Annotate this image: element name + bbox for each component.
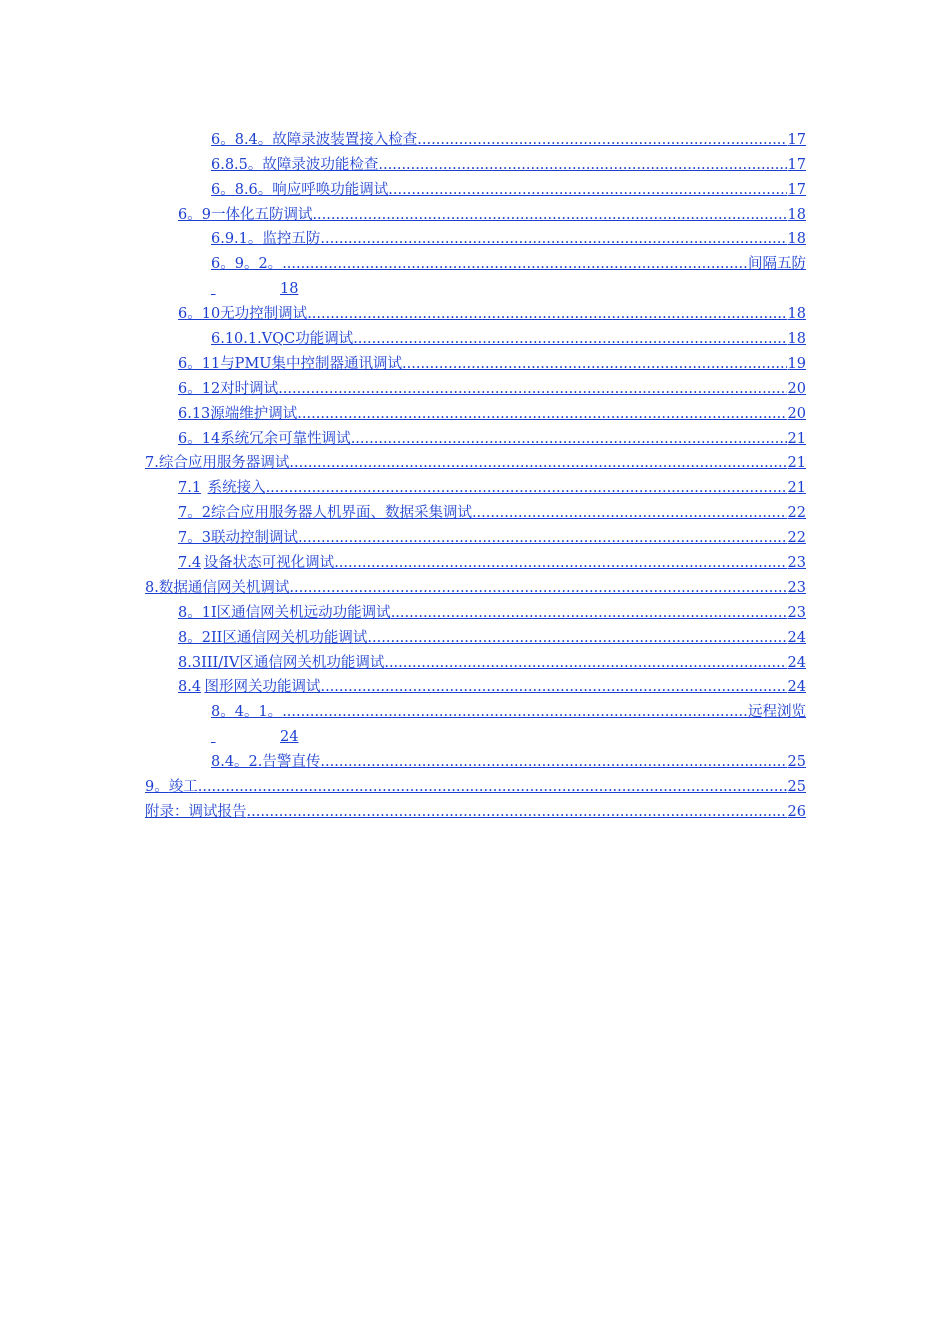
toc-entry-number: 6.10.1.	[211, 331, 262, 348]
toc-dot-leader	[351, 430, 787, 448]
toc-entry-title: 竣工	[168, 779, 198, 796]
toc-dot-leader	[378, 156, 786, 174]
toc-entry[interactable]	[0, 771, 806, 796]
toc-entry[interactable]	[0, 174, 806, 199]
toc-entry[interactable]	[0, 497, 806, 522]
toc-dot-leader	[320, 753, 786, 771]
toc-dot-leader	[402, 355, 787, 373]
toc-entry[interactable]	[0, 423, 806, 448]
toc-entry-page: 20	[787, 380, 806, 397]
toc-entry-number: 7.1	[178, 480, 202, 497]
toc-entry-number: 6。11	[178, 355, 221, 372]
toc-entry-number: 6。14	[178, 430, 221, 447]
toc-entry[interactable]	[0, 597, 806, 622]
toc-entry[interactable]	[0, 796, 806, 821]
toc-dot-leader	[312, 206, 786, 224]
toc-entry-page: 18	[787, 331, 806, 348]
toc-dot-leader	[367, 629, 786, 647]
toc-entry-title: 设备状态可视化调试	[203, 555, 335, 572]
toc-entry[interactable]	[0, 572, 806, 597]
toc-entry-title: VQC功能调试	[261, 331, 354, 348]
toc-entry-title: 系统接入	[207, 480, 266, 497]
toc-entry-number: 6。10	[178, 306, 221, 323]
toc-dot-leader	[384, 654, 786, 672]
toc-continuation-indent	[211, 280, 279, 298]
toc-entry-title: 源端维护调试	[210, 405, 298, 422]
toc-entry-page: 23	[787, 604, 806, 621]
toc-entry-page: 19	[787, 355, 806, 372]
toc-entry-number: 6.13	[178, 405, 211, 422]
toc-entry[interactable]	[0, 373, 806, 398]
toc-entry-continuation[interactable]	[0, 721, 806, 746]
toc-entry-page: 20	[787, 405, 806, 422]
toc-entry-page: 24	[787, 679, 806, 696]
toc-entry-number: 8。4。1。	[211, 704, 283, 721]
toc-entry[interactable]	[0, 696, 806, 721]
toc-entry-page: 18	[787, 306, 806, 323]
toc-entry-page: 17	[787, 181, 806, 198]
toc-entry-title: 系统冗余可靠性调试	[220, 430, 351, 447]
toc-entry-number: 8.	[145, 579, 159, 596]
toc-entry-title: 远程浏览	[748, 704, 806, 721]
toc-entry[interactable]	[0, 248, 806, 273]
toc-entry-page: 17	[787, 131, 806, 148]
toc-dot-leader	[298, 529, 787, 547]
toc-entry[interactable]	[0, 672, 806, 697]
toc-dot-leader	[307, 305, 786, 323]
toc-entry-title: 与PMU集中控制器通讯调试	[220, 355, 403, 372]
toc-entry-number: 7。2	[178, 505, 211, 522]
toc-entry[interactable]	[0, 149, 806, 174]
toc-entry[interactable]	[0, 398, 806, 423]
toc-dot-leader	[320, 230, 786, 248]
toc-entry-page: 18	[280, 281, 299, 298]
toc-dot-leader	[289, 579, 786, 597]
toc-dot-leader	[282, 703, 748, 721]
toc-entry[interactable]	[0, 199, 806, 224]
toc-entry-number: 7.	[145, 455, 159, 472]
toc-entry-page: 23	[787, 555, 806, 572]
toc-entry-title: 故障录波装置接入检查	[272, 131, 418, 148]
toc-entry[interactable]	[0, 647, 806, 672]
toc-entry[interactable]	[0, 224, 806, 249]
toc-entry-title: 告警直传	[262, 754, 321, 771]
toc-entry-number: 6.8.5。	[211, 156, 263, 173]
toc-entry[interactable]	[0, 746, 806, 771]
toc-entry-page: 23	[787, 579, 806, 596]
toc-entry-number: 8。1	[178, 604, 211, 621]
toc-entry-number: 6。8.4。	[211, 131, 273, 148]
toc-dot-leader	[247, 803, 787, 821]
toc-entry-page: 21	[787, 480, 806, 497]
toc-entry-page: 17	[787, 156, 806, 173]
toc-dot-leader	[417, 131, 786, 149]
toc-entry-continuation[interactable]	[0, 273, 806, 298]
toc-entry-title: 数据通信网关机调试	[158, 579, 290, 596]
toc-entry-title: 监控五防	[262, 231, 321, 248]
toc-entry-title: 无功控制调试	[220, 306, 308, 323]
table-of-contents	[0, 124, 950, 821]
toc-entry-title: 图形网关功能调试	[204, 679, 321, 696]
toc-entry[interactable]	[0, 323, 806, 348]
toc-entry-page: 25	[787, 779, 806, 796]
toc-entry-title: 联动控制调试	[210, 530, 298, 547]
toc-entry-page: 18	[787, 231, 806, 248]
toc-entry[interactable]	[0, 622, 806, 647]
toc-entry-title: I区通信网关机远动功能调试	[210, 604, 391, 621]
toc-entry-page: 24	[787, 629, 806, 646]
toc-entry-number: 6。8.6。	[211, 181, 273, 198]
toc-entry-page: 18	[787, 206, 806, 223]
toc-entry-number: 8.4	[178, 679, 202, 696]
toc-dot-leader	[391, 604, 787, 622]
toc-entry-number: 6。12	[178, 380, 221, 397]
toc-entry-title: 综合应用服务器调试	[158, 455, 290, 472]
toc-entry-title: II区通信网关机功能调试	[210, 629, 368, 646]
toc-entry-page: 21	[787, 455, 806, 472]
toc-entry[interactable]	[0, 522, 806, 547]
toc-entry-number: 7.4	[178, 555, 202, 572]
toc-entry-number: 6。9	[178, 206, 211, 223]
toc-entry[interactable]	[0, 124, 806, 149]
toc-entry-page: 24	[787, 654, 806, 671]
toc-dot-leader	[472, 504, 787, 522]
toc-dot-leader	[388, 181, 786, 199]
toc-dot-leader	[353, 330, 786, 348]
toc-entry[interactable]	[0, 472, 806, 497]
toc-entry-number: 8。2	[178, 629, 211, 646]
toc-dot-leader	[320, 678, 786, 696]
toc-entry-page: 22	[787, 505, 806, 522]
toc-entry-page: 24	[280, 729, 299, 746]
toc-entry-title: 故障录波功能检查	[262, 156, 379, 173]
toc-dot-leader	[334, 554, 786, 572]
toc-entry-title: 对时调试	[220, 380, 279, 397]
toc-entry-page: 21	[787, 430, 806, 447]
toc-dot-leader	[278, 380, 786, 398]
toc-dot-leader	[297, 405, 786, 423]
toc-entry-title: 综合应用服务器人机界面、数据采集调试	[210, 505, 472, 522]
toc-entry[interactable]	[0, 547, 806, 572]
toc-entry-page: 22	[787, 530, 806, 547]
toc-entry-number: 8.4。2.	[211, 754, 263, 771]
toc-entry-title: 附录：调试报告	[145, 803, 247, 820]
toc-entry-number: 6。9。2。	[211, 256, 283, 273]
toc-continuation-indent	[211, 728, 279, 746]
toc-entry-title: 响应呼唤功能调试	[272, 181, 389, 198]
toc-dot-leader	[289, 454, 786, 472]
toc-entry-title: 间隔五防	[748, 256, 806, 273]
toc-entry-number: 8.3	[178, 654, 202, 671]
toc-entry-number: 7。3	[178, 530, 211, 547]
toc-entry[interactable]	[0, 448, 806, 473]
toc-entry[interactable]	[0, 298, 806, 323]
toc-entry-page: 26	[787, 803, 806, 820]
toc-entry-number: 6.9.1。	[211, 231, 263, 248]
toc-entry[interactable]	[0, 348, 806, 373]
toc-entry-title: 一体化五防调试	[210, 206, 313, 223]
toc-dot-leader	[282, 255, 748, 273]
toc-entry-title: III/IV区通信网关机功能调试	[201, 654, 385, 671]
toc-dot-leader	[198, 778, 787, 796]
toc-entry-page: 25	[787, 754, 806, 771]
toc-entry-number: 9。	[145, 779, 169, 796]
toc-dot-leader	[266, 479, 787, 497]
